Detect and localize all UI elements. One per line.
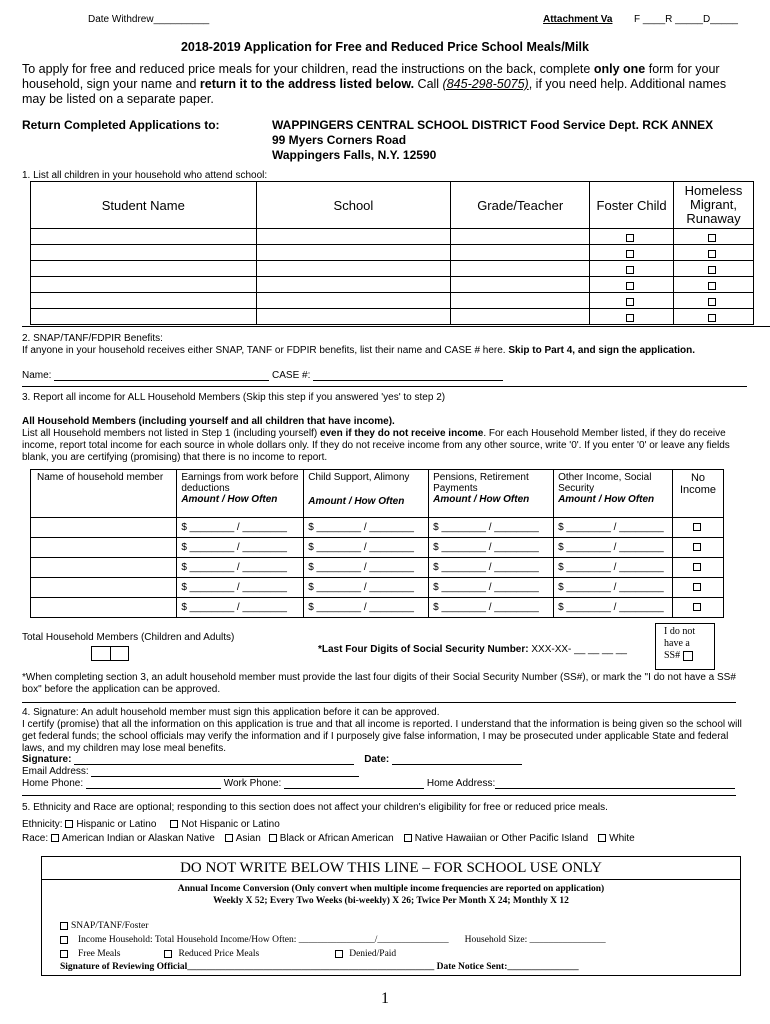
official-signature-row: Signature of Reviewing Official____________________________________________________ Date Notice Sent:_______________ bbox=[60, 962, 579, 972]
col-earnings: Earnings from work before deductions Amount / How Often bbox=[177, 470, 304, 518]
school-cell[interactable] bbox=[256, 293, 451, 309]
other-income-field[interactable]: $ ________ / ________ bbox=[554, 598, 673, 618]
foster-checkbox[interactable] bbox=[626, 250, 634, 258]
no-ssn-checkbox[interactable] bbox=[683, 651, 693, 661]
pensions-field[interactable]: $ ________ / ________ bbox=[429, 518, 554, 538]
school-cell[interactable] bbox=[256, 309, 451, 325]
student-name-cell[interactable] bbox=[31, 245, 257, 261]
col-child-support: Child Support, Alimony Amount / How Often bbox=[304, 470, 429, 518]
other-income-field[interactable]: $ ________ / ________ bbox=[554, 518, 673, 538]
ethnicity-row: Ethnicity: Hispanic or Latino Not Hispanic or Latino bbox=[22, 819, 280, 830]
earnings-field[interactable]: $ ________ / ________ bbox=[177, 558, 304, 578]
other-income-field[interactable]: $ ________ / ________ bbox=[554, 538, 673, 558]
income-table bbox=[30, 469, 724, 618]
pensions-field[interactable]: $ ________ / ________ bbox=[429, 538, 554, 558]
member-name-cell[interactable] bbox=[31, 538, 177, 558]
total-members-label: Total Household Members (Children and Adults) bbox=[22, 632, 235, 643]
pensions-field[interactable]: $ ________ / ________ bbox=[429, 598, 554, 618]
phone-row: Home Phone: Work Phone: Home Address: bbox=[22, 778, 735, 789]
col-student-name: Student Name bbox=[31, 182, 257, 229]
member-name-cell[interactable] bbox=[31, 578, 177, 598]
step5-heading: 5. Ethnicity and Race are optional; responding to this section does not affect your children's eligibility for free or reduced price meals. bbox=[22, 802, 608, 813]
col-other-income: Other Income, Social Security Amount / How Often bbox=[554, 470, 673, 518]
step4-heading: 4. Signature: An adult household member must sign this application before it can be approved. bbox=[22, 707, 440, 718]
earnings-field[interactable]: $ ________ / ________ bbox=[177, 598, 304, 618]
email-input[interactable] bbox=[91, 776, 359, 777]
foster-checkbox[interactable] bbox=[626, 234, 634, 242]
black-checkbox[interactable] bbox=[269, 834, 277, 842]
date-input[interactable] bbox=[392, 764, 522, 765]
ssn-note: *When completing section 3, an adult household member must provide the last four digits of their Social Security Number (SS#), or mark the "I do not have a SS# box" before the application can be approved. bbox=[22, 672, 736, 695]
page-title: 2018-2019 Application for Free and Reduced Price School Meals/Milk bbox=[180, 40, 589, 54]
school-cell[interactable] bbox=[256, 277, 451, 293]
help-phone[interactable]: (845-298-5075) bbox=[442, 77, 529, 91]
step2-heading: 2. SNAP/TANF/FDPIR Benefits: bbox=[22, 333, 163, 344]
american-indian-checkbox[interactable] bbox=[51, 834, 59, 842]
table-row bbox=[31, 293, 754, 309]
return-address: WAPPINGERS CENTRAL SCHOOL DISTRICT Food Service Dept. RCK ANNEX 99 Myers Corners Road Wappingers Falls, N.Y. 12590 bbox=[272, 118, 714, 162]
attachment-label: Attachment Va bbox=[543, 14, 613, 25]
certification-text: I certify (promise) that all the information on this application is true and that all income is reported. I understand that the information is being given so the school will get federal funds; the school officials may verify the information and if I purposely give false information, I may be prosecuted under applicable State and federal laws, and my children may lose meal benefits. bbox=[22, 719, 742, 754]
school-use-title: DO NOT WRITE BELOW THIS LINE – FOR SCHOOL USE ONLY bbox=[180, 860, 602, 876]
student-name-cell[interactable] bbox=[31, 309, 257, 325]
email-row: Email Address: bbox=[22, 766, 359, 777]
children-table bbox=[30, 181, 754, 325]
child-support-field[interactable]: $ ________ / ________ bbox=[304, 558, 429, 578]
foster-checkbox[interactable] bbox=[626, 314, 634, 322]
foster-checkbox[interactable] bbox=[626, 282, 634, 290]
school-cell[interactable] bbox=[256, 229, 451, 245]
table-row bbox=[31, 309, 754, 325]
snap-name-input[interactable] bbox=[54, 380, 269, 381]
home-address-input[interactable] bbox=[495, 788, 735, 789]
school-use-box bbox=[41, 856, 741, 976]
not-hispanic-checkbox[interactable] bbox=[170, 820, 178, 828]
determination-row: Free Meals Reduced Price Meals Denied/Paid bbox=[60, 949, 396, 959]
earnings-field[interactable]: $ ________ / ________ bbox=[177, 518, 304, 538]
homeless-checkbox[interactable] bbox=[708, 298, 716, 306]
grade-cell[interactable] bbox=[451, 229, 590, 245]
col-pensions: Pensions, Retirement Payments Amount / How Often bbox=[429, 470, 554, 518]
no-income-checkbox[interactable] bbox=[693, 543, 701, 551]
earnings-field[interactable]: $ ________ / ________ bbox=[177, 538, 304, 558]
no-income-checkbox[interactable] bbox=[693, 523, 701, 531]
fr-codes: F ____R _____D_____ bbox=[634, 14, 738, 25]
school-cell[interactable] bbox=[256, 261, 451, 277]
table-row bbox=[31, 538, 724, 558]
ssn-field[interactable]: *Last Four Digits of Social Security Number: XXX-XX- __ __ __ __ bbox=[318, 644, 627, 655]
child-support-field[interactable]: $ ________ / ________ bbox=[304, 518, 429, 538]
member-name-cell[interactable] bbox=[31, 598, 177, 618]
table-row bbox=[31, 518, 724, 538]
col-no-income: No Income bbox=[673, 470, 724, 518]
table-row bbox=[31, 578, 724, 598]
return-label: Return Completed Applications to: bbox=[22, 118, 220, 132]
student-name-cell[interactable] bbox=[31, 261, 257, 277]
reduced-meals-checkbox[interactable] bbox=[164, 950, 172, 958]
student-name-cell[interactable] bbox=[31, 229, 257, 245]
home-phone-input[interactable] bbox=[86, 788, 221, 789]
asian-checkbox[interactable] bbox=[225, 834, 233, 842]
school-cell[interactable] bbox=[256, 245, 451, 261]
child-support-field[interactable]: $ ________ / ________ bbox=[304, 598, 429, 618]
no-income-checkbox[interactable] bbox=[693, 603, 701, 611]
step3-instructions: List all Household members not listed in Step 1 (including yourself) even if they do not receive income. For each Household Member listed, if they do receive income, report total income for each source in whole dollars only. If they do not receive income from any other source, write '0'. If you enter '0' or leave any fields blank, you are certifying (promising) that there is no income to report. bbox=[22, 428, 730, 463]
no-income-checkbox[interactable] bbox=[693, 583, 701, 591]
col-foster-child: Foster Child bbox=[590, 182, 674, 229]
divider bbox=[22, 795, 736, 796]
conversion-line2: Weekly X 52; Every Two Weeks (bi-weekly) X 26; Twice Per Month X 24; Monthly X 12 bbox=[213, 896, 569, 906]
white-checkbox[interactable] bbox=[598, 834, 606, 842]
income-household-checkbox[interactable] bbox=[60, 936, 68, 944]
no-ssn-box: I do not have a SS# bbox=[655, 623, 715, 670]
step2-text: If anyone in your household receives either SNAP, TANF or FDPIR benefits, list their name and CASE # here. Skip to Part 4, and sign the application. bbox=[22, 345, 696, 356]
earnings-field[interactable]: $ ________ / ________ bbox=[177, 578, 304, 598]
col-school: School bbox=[256, 182, 451, 229]
child-support-field[interactable]: $ ________ / ________ bbox=[304, 578, 429, 598]
col-member-name: Name of household member bbox=[31, 470, 177, 518]
snap-tanf-foster-checkbox[interactable] bbox=[60, 922, 68, 930]
step3-heading: 3. Report all income for ALL Household Members (Skip this step if you answered 'yes' to step 2) bbox=[22, 392, 446, 403]
pensions-field[interactable]: $ ________ / ________ bbox=[429, 558, 554, 578]
homeless-checkbox[interactable] bbox=[708, 266, 716, 274]
divider bbox=[22, 702, 736, 703]
race-row: Race: American Indian or Alaskan Native Asian Black or African American Native Hawaiian or Other Pacific Island White bbox=[22, 833, 635, 844]
table-row bbox=[31, 261, 754, 277]
table-row bbox=[31, 229, 754, 245]
hawaiian-checkbox[interactable] bbox=[404, 834, 412, 842]
homeless-checkbox[interactable] bbox=[708, 314, 716, 322]
denied-paid-checkbox[interactable] bbox=[335, 950, 343, 958]
work-phone-input[interactable] bbox=[284, 788, 424, 789]
homeless-checkbox[interactable] bbox=[708, 282, 716, 290]
student-name-cell[interactable] bbox=[31, 277, 257, 293]
table-row bbox=[31, 558, 724, 578]
intro-paragraph: To apply for free and reduced price meals for your children, read the instructions on the back, complete only one form for your household, sign your name and return it to the address listed below. Call (845-298-5075), if you need help. Additional names may be listed on a separate paper. bbox=[22, 62, 727, 106]
table-row bbox=[31, 277, 754, 293]
member-name-cell[interactable] bbox=[31, 518, 177, 538]
date-withdrew: Date Withdrew__________ bbox=[88, 14, 210, 25]
homeless-checkbox[interactable] bbox=[708, 234, 716, 242]
grade-cell[interactable] bbox=[451, 261, 590, 277]
child-support-field[interactable]: $ ________ / ________ bbox=[304, 538, 429, 558]
step1-heading: 1. List all children in your household who attend school: bbox=[22, 170, 268, 181]
other-income-field[interactable]: $ ________ / ________ bbox=[554, 558, 673, 578]
table-row bbox=[31, 245, 754, 261]
snap-row: SNAP/TANF/Foster bbox=[60, 921, 148, 931]
student-name-cell[interactable] bbox=[31, 293, 257, 309]
divider bbox=[22, 386, 747, 387]
col-grade-teacher: Grade/Teacher bbox=[451, 182, 590, 229]
foster-checkbox[interactable] bbox=[626, 266, 634, 274]
foster-checkbox[interactable] bbox=[626, 298, 634, 306]
table-row bbox=[31, 598, 724, 618]
grade-cell[interactable] bbox=[451, 245, 590, 261]
member-name-cell[interactable] bbox=[31, 558, 177, 578]
grade-cell[interactable] bbox=[451, 293, 590, 309]
total-members-input[interactable] bbox=[91, 646, 129, 661]
conversion-line1: Annual Income Conversion (Only convert when multiple income frequencies are reported on application) bbox=[177, 884, 605, 894]
other-income-field[interactable]: $ ________ / ________ bbox=[554, 578, 673, 598]
signature-input[interactable] bbox=[74, 764, 354, 765]
homeless-checkbox[interactable] bbox=[708, 250, 716, 258]
grade-cell[interactable] bbox=[451, 277, 590, 293]
snap-fields: Name: CASE #: bbox=[22, 370, 503, 381]
free-meals-checkbox[interactable] bbox=[60, 950, 68, 958]
grade-cell[interactable] bbox=[451, 309, 590, 325]
hispanic-checkbox[interactable] bbox=[65, 820, 73, 828]
income-row: Income Household: Total Household Income/How Often: ________________/_______________ Household Size: ________________ bbox=[60, 935, 606, 945]
divider bbox=[22, 326, 770, 327]
col-homeless: Homeless Migrant, Runaway bbox=[674, 182, 754, 229]
pensions-field[interactable]: $ ________ / ________ bbox=[429, 578, 554, 598]
no-income-checkbox[interactable] bbox=[693, 563, 701, 571]
signature-row: Signature: Date: bbox=[22, 754, 522, 765]
step3-bold-heading: All Household Members (including yourself and all children that have income). bbox=[22, 416, 395, 427]
snap-case-input[interactable] bbox=[313, 380, 503, 381]
page-number: 1 bbox=[381, 990, 389, 1007]
